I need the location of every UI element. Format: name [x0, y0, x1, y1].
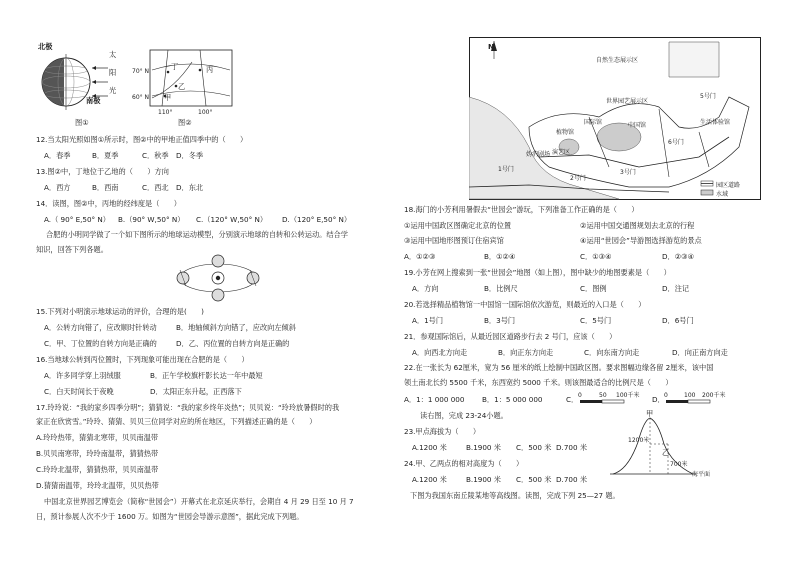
lat-60-label: 60° N: [132, 94, 150, 101]
map-label-ecology: 自然生态展示区: [596, 57, 639, 64]
map-label-theatre: 妫汭剧场: [526, 151, 551, 158]
q19-stem: 19.小芳在网上搜索到一张“世园会”地图（如上图），图中缺少的地图要素是（ ）: [404, 268, 671, 277]
map-north-label: N: [488, 42, 495, 51]
q18-stem: 18.海门的小芳利用暑假去“世园会”游玩，下列准备工作正确的是（ ）: [404, 205, 639, 214]
q21-stem: 21．参观国际馆后，从最近园区道路步行去 2 号门，应该（ ）: [404, 332, 617, 341]
mountain-h1: 1200米: [628, 437, 650, 444]
q17-stem-line-1: 17.玲玲说：“我的家乡四季分明”；猜猜说：“我的家乡终年炎热”；贝贝说：“玲玲放暑假时的我: [36, 403, 340, 412]
q15-option-b[interactable]: B．地轴倾斜方向错了，应改向左倾斜: [176, 323, 296, 332]
orbit-model-figure: [168, 254, 268, 302]
intro-model-line-1: 合肥的小明同学做了一个如下图所示的地球运动模型，分别演示地球的自转和公转运动。结合学: [46, 230, 348, 239]
q19-option-b[interactable]: B．比例尺: [484, 284, 518, 293]
q20-stem: 20.若选择精品植物馆一中国馆一国际馆依次游览，则最近的入口是（ ）: [404, 300, 646, 309]
q21-option-d[interactable]: D．向正南方向走: [672, 348, 728, 357]
q18-item-1: ①运用中国政区图确定北京的位置: [404, 221, 512, 230]
north-pole-label: 北极: [38, 42, 53, 51]
lon-100-label: 100°: [198, 109, 213, 116]
q14-option-b[interactable]: B.（90° W,50° N）: [118, 215, 185, 224]
q20-option-b[interactable]: B．3号门: [484, 316, 516, 325]
q22-option-d[interactable]: D．: [652, 395, 665, 404]
q23-option-d[interactable]: D.700 米: [556, 443, 588, 452]
q18-option-d[interactable]: D．②③④: [662, 252, 695, 261]
intro-expo-line-2: 日，预计参展人次不少于 1600 万。如图为“世园会导游示意图”，据此完成下列题。: [36, 512, 304, 521]
q23-option-c[interactable]: C．500 米: [516, 443, 552, 452]
map-gate-6: 6号门: [668, 139, 684, 146]
intro-last: 下图为我国东南丘陵某地等高线图。读图，完成下列 25—27 题。: [410, 491, 620, 500]
q17-option-a[interactable]: A.玲玲热带，猜猜北寒带，贝贝南温带: [36, 433, 159, 442]
map-label-perform: 演艺区: [552, 149, 571, 156]
q15-option-d[interactable]: D．乙、丙位置的自转方向是正确的: [176, 339, 290, 348]
figure-2-caption: 图②: [178, 118, 192, 127]
q13-option-d[interactable]: D．东北: [176, 183, 204, 192]
q16-option-d[interactable]: D．太阳正东升起，正西落下: [150, 387, 242, 396]
q22-scale-c-tick-1: 50: [599, 392, 607, 399]
q22-stem-line-1: 22.在一张长为 62厘米，宽为 56 厘米的纸上绘制中国政区图。要求图幅边缘各留 2厘米，该中国: [404, 363, 714, 372]
lon-110-label: 110°: [158, 109, 173, 116]
map-legend-road: 园区道路: [716, 182, 741, 189]
sunlight-label-3: 光: [109, 86, 117, 95]
q18-item-4: ④运用“世园会”导游图选择游览的景点: [580, 236, 702, 245]
q22-scale-c-tick-2: 100千米: [616, 392, 640, 399]
q18-option-a[interactable]: A．①②③: [404, 252, 436, 261]
q24-option-c[interactable]: C．500 米: [516, 475, 552, 484]
q15-option-c[interactable]: C．甲、丁位置的自转方向是正确的: [44, 339, 157, 348]
q24-option-b[interactable]: B.1900 米: [466, 475, 501, 484]
q13-option-b[interactable]: B．西南: [92, 183, 119, 192]
q22-scale-c-tick-0: 0: [578, 392, 582, 399]
mountain-drawing: [608, 412, 698, 482]
q24-option-d[interactable]: D.700 米: [556, 475, 588, 484]
point-ding: 丁: [171, 62, 179, 71]
q14-option-c[interactable]: C.（120° W,50° N）: [196, 215, 268, 224]
map-gate-5: 5号门: [700, 93, 716, 100]
q22-scale-d-tick-0: 0: [664, 392, 668, 399]
q19-option-d[interactable]: D．注记: [662, 284, 690, 293]
q13-option-a[interactable]: A．西方: [44, 183, 71, 192]
q22-stem-line-2: 领土南北长约 5500 千米，东西宽约 5000 千米。则该图最适合的比例尺是（ ）: [404, 378, 673, 387]
map-gate-1: 1号门: [498, 166, 514, 173]
q17-option-b[interactable]: B.贝贝南寒带，玲玲南温带，猜猜热带: [36, 449, 159, 458]
q14-option-a[interactable]: A.（ 90° E,50° N）: [44, 215, 110, 224]
q22-scale-d-tick-2: 200千米: [702, 392, 726, 399]
orbit-diagram: [168, 254, 268, 302]
q17-option-d[interactable]: D.猜猜南温带，玲玲北温带，贝贝热带: [36, 481, 159, 490]
intro-model-line-2: 知识，回答下列各题。: [36, 245, 108, 254]
q16-option-c[interactable]: C．白天时间长于夜晚: [44, 387, 114, 396]
q18-option-b[interactable]: B．①②④: [484, 252, 516, 261]
q13-stem: 13.图②中，丁地位于乙地的（ ）方向: [36, 167, 169, 176]
q22-scale-d-tick-1: 100: [684, 392, 696, 399]
q17-stem-line-2: 家正在欣赏雪。”玲玲、猜猜、贝贝三位同学对应的所在地区，下列描述正确的是（ ）: [36, 417, 317, 426]
q14-option-d[interactable]: D.（120° E,50° N）: [282, 215, 352, 224]
south-pole-label: 南极: [86, 96, 101, 105]
q13-option-c[interactable]: C．西北: [142, 183, 169, 192]
mountain-yi: 乙: [662, 448, 670, 457]
q12-option-a[interactable]: A．春季: [44, 151, 71, 160]
q22-option-a[interactable]: A．1：1 000 000: [404, 395, 465, 404]
q19-option-c[interactable]: C．图例: [580, 284, 607, 293]
q16-option-a[interactable]: A．许多同学穿上羽绒服: [44, 371, 121, 380]
q12-stem: 12.当太阳光照如图①所示时，图②中的甲地正值四季中的（ ）: [36, 135, 248, 144]
mountain-h2: 700米: [670, 461, 688, 468]
q16-option-b[interactable]: B．正午学校旗杆影长达一年中最短: [150, 371, 263, 380]
q21-option-a[interactable]: A．向西北方向走: [412, 348, 468, 357]
q15-stem: 15.下列对小明演示地球运动的评价，合理的是( ): [36, 307, 204, 316]
q16-stem: 16.当地球公转到丙位置时，下列现象可能出现在合肥的是（ ）: [36, 355, 249, 364]
q14-stem: 14．读图，图②中，丙地的经纬度是（ ）: [36, 199, 181, 208]
q20-option-c[interactable]: C．5号门: [580, 316, 612, 325]
q20-option-a[interactable]: A．1号门: [412, 316, 444, 325]
q23-option-b[interactable]: B.1900 米: [466, 443, 501, 452]
map-label-intl: 国际馆: [584, 119, 603, 126]
sunlight-label-1: 太: [109, 50, 117, 59]
q18-item-3: ③运用中国地形图预订住宿宾馆: [404, 236, 504, 245]
map-label-life: 生活体验馆: [700, 119, 731, 126]
point-yi: 乙: [178, 82, 186, 91]
q18-item-2: ②运用中国交通图规划去北京的行程: [580, 221, 695, 230]
map-label-world: 世界园艺展示区: [606, 98, 649, 105]
q20-option-d[interactable]: D．6号门: [662, 316, 694, 325]
sunlight-label-2: 阳: [109, 68, 117, 77]
q22-option-b[interactable]: B．1：5 000 000: [482, 395, 543, 404]
q12-option-b[interactable]: B．夏季: [92, 151, 119, 160]
mountain-sea-level: 海平面: [692, 471, 711, 478]
figure-1-caption: 图①: [75, 118, 89, 127]
q23-stem: 23.甲点海拔为（ ）: [404, 427, 481, 436]
q12-option-c[interactable]: C．秋季: [142, 151, 169, 160]
map-label-china: 中国馆: [628, 122, 647, 129]
q24-stem: 24.甲、乙两点的相对高度为（ ）: [404, 459, 524, 468]
point-jia: 甲: [164, 93, 172, 102]
q23-option-a[interactable]: A.1200 米: [412, 443, 447, 452]
q17-option-c[interactable]: C.玲玲北温带，猜猜热带，贝贝南温带: [36, 465, 159, 474]
point-bing: 丙: [206, 65, 214, 74]
map-legend-water: 水域: [716, 191, 729, 198]
q12-option-d[interactable]: D．冬季: [176, 151, 204, 160]
q21-option-c[interactable]: C．向东南方向走: [584, 348, 640, 357]
q21-option-b[interactable]: B．向正东方向走: [498, 348, 554, 357]
map-label-plant: 植物馆: [556, 129, 575, 136]
map-gate-2: 2号门: [570, 175, 586, 182]
q22-option-c[interactable]: C．: [566, 395, 579, 404]
map-gate-3: 3号门: [620, 169, 636, 176]
q15-option-a[interactable]: A．公转方向错了，应改顺时针转动: [44, 323, 157, 332]
mountain-profile: [608, 412, 698, 482]
q19-option-a[interactable]: A．方向: [412, 284, 439, 293]
intro-expo-line-1: 中国北京世界园艺博览会（简称“世园会”）开幕式在北京延庆举行，会期自 4 月 29 日至 10 月 7: [44, 497, 354, 506]
mountain-jia: 甲: [646, 409, 654, 418]
q24-option-a[interactable]: A.1200 米: [412, 475, 447, 484]
intro-contour: 读右图，完成 23-24小题。: [420, 411, 508, 420]
lat-70-label: 70° N: [132, 68, 150, 75]
q18-option-c[interactable]: C．①③④: [580, 252, 612, 261]
